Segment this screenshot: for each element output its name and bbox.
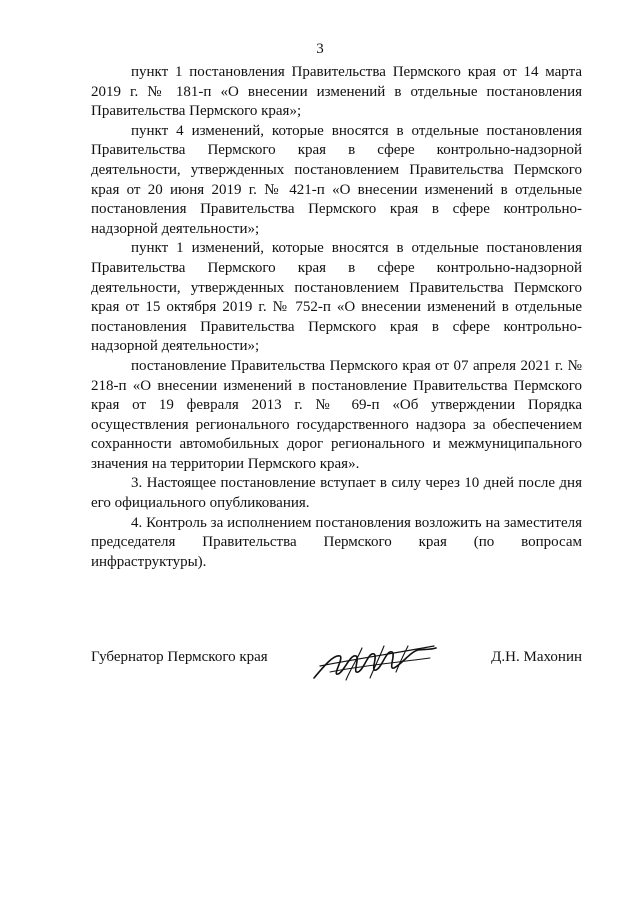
paragraph-item-1: пункт 1 постановления Правительства Пермского края от 14 марта 2019 г. № 181-п «О внесении изменений в отдельные постановления Правительства Пермского края»; bbox=[91, 64, 582, 120]
paragraph-item-3: пункт 1 изменений, которые вносятся в отдельные постановления Правительства Пермского края в сфере контрольно-надзорной деятельности, утвержденных постановлением Правительства Пермского края от 15 октября 2019 г. № 752-п «О внесении изменений в отдельные постановления Правительства Пермского края в сфере контрольно-надзорной деятельности»; bbox=[91, 240, 582, 355]
page-number: 3 bbox=[316, 41, 324, 57]
handwritten-signature bbox=[310, 636, 440, 686]
paragraph-item-4: постановление Правительства Пермского края от 07 апреля 2021 г. № 218-п «О внесении изменений в постановление Правительства Пермского края от 19 февраля 2013 г. № 69-п «Об утверждении Порядка осуществления регионального государственного надзора за обеспечением сохранности автомобильных дорог регионального и межмуниципального значения на территории Пермского края». bbox=[91, 357, 582, 472]
paragraph-item-2: пункт 4 изменений, которые вносятся в отдельные постановления Правительства Пермского края в сфере контрольно-надзорной деятельности, утвержденных постановлением Правительства Пермского края от 20 июня 2019 г. № 421-п «О внесении изменений в отдельные постановления Правительства Пермского края в сфере контрольно-надзорной деятельности»; bbox=[91, 122, 582, 237]
signatory-title: Губернатор Пермского края bbox=[91, 649, 268, 665]
document-body bbox=[91, 63, 582, 572]
signatory-name: Д.Н. Махонин bbox=[491, 649, 582, 665]
signature-block bbox=[91, 636, 582, 686]
paragraph-clause-3: 3. Настоящее постановление вступает в силу через 10 дней после дня его официального опубликования. bbox=[91, 475, 582, 512]
paragraph-clause-4: 4. Контроль за исполнением постановления возложить на заместителя председателя Правительства Пермского края (по вопросам инфраструктуры). bbox=[91, 514, 582, 570]
